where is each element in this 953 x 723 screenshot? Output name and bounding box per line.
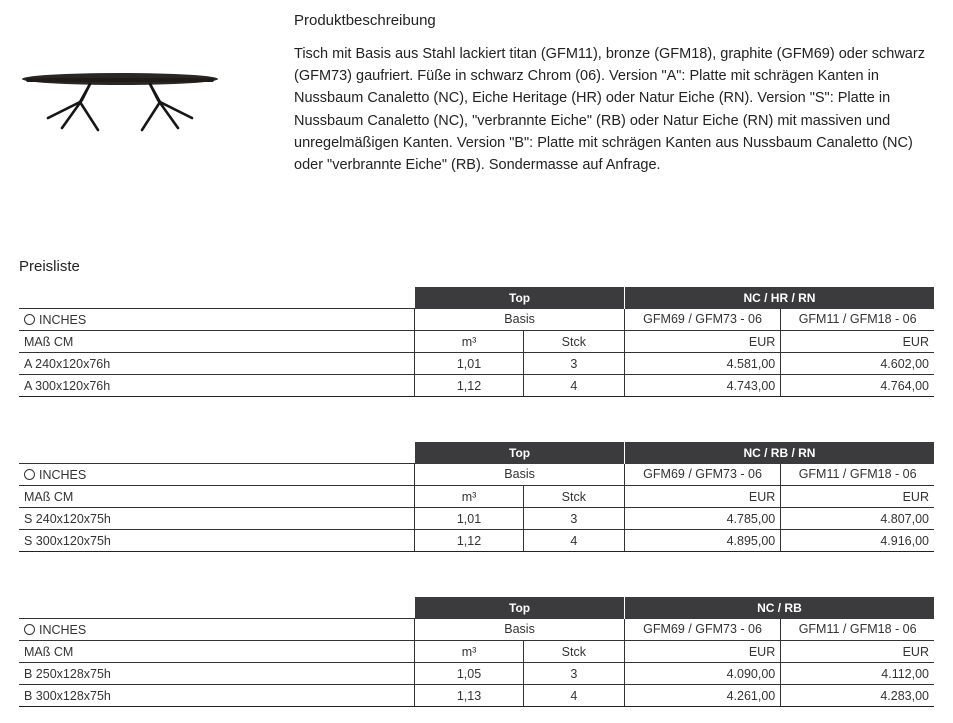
price-cell: 4.764,00: [781, 375, 934, 397]
volume-header: m³: [415, 331, 524, 353]
volume-header: m³: [415, 486, 524, 508]
qty-header: Stck: [523, 641, 624, 663]
volume-cell: 1,01: [415, 508, 524, 530]
size-header: MAß CM: [19, 331, 415, 353]
variant-1: GFM69 / GFM73 - 06: [624, 309, 780, 331]
size-cell: A 240x120x76h: [19, 353, 415, 375]
price-cell: 4.581,00: [624, 353, 780, 375]
currency-2: EUR: [781, 331, 934, 353]
size-cell: S 300x120x75h: [19, 530, 415, 552]
size-cell: B 250x128x75h: [19, 663, 415, 685]
inches-toggle[interactable]: INCHES: [19, 464, 415, 486]
price-cell: 4.916,00: [781, 530, 934, 552]
table-row: [19, 685, 934, 707]
qty-header: Stck: [523, 331, 624, 353]
qty-cell: 3: [523, 353, 624, 375]
table-row: [19, 663, 934, 685]
qty-cell: 3: [523, 663, 624, 685]
currency-2: EUR: [781, 641, 934, 663]
price-cell: 4.743,00: [624, 375, 780, 397]
volume-cell: 1,12: [415, 530, 524, 552]
price-table-version-s: [19, 442, 934, 552]
radio-icon[interactable]: [24, 624, 35, 635]
top-value: NC / RB / RN: [624, 442, 934, 464]
variant-1: GFM69 / GFM73 - 06: [624, 464, 780, 486]
price-cell: 4.785,00: [624, 508, 780, 530]
size-cell: A 300x120x76h: [19, 375, 415, 397]
volume-header: m³: [415, 641, 524, 663]
price-cell: 4.895,00: [624, 530, 780, 552]
variant-2: GFM11 / GFM18 - 06: [781, 464, 934, 486]
size-header: MAß CM: [19, 486, 415, 508]
qty-cell: 4: [523, 685, 624, 707]
top-label: Top: [415, 287, 625, 309]
size-cell: S 240x120x75h: [19, 508, 415, 530]
size-cell: B 300x128x75h: [19, 685, 415, 707]
variant-1: GFM69 / GFM73 - 06: [624, 619, 780, 641]
currency-1: EUR: [624, 331, 780, 353]
table-row: [19, 353, 934, 375]
qty-cell: 4: [523, 375, 624, 397]
basis-label: Basis: [415, 464, 625, 486]
radio-icon[interactable]: [24, 314, 35, 325]
table-row: [19, 375, 934, 397]
price-cell: 4.090,00: [624, 663, 780, 685]
price-cell: 4.602,00: [781, 353, 934, 375]
qty-cell: 3: [523, 508, 624, 530]
basis-label: Basis: [415, 309, 625, 331]
product-description: Tisch mit Basis aus Stahl lackiert titan (GFM11), bronze (GFM18), graphite (GFM69) oder schwarz (GFM73) gaufriert. Füße in schwarz Chrom (06). Version "A": Platte mit schrägen Kanten in Nussbaum Canaletto (NC), Eiche Heritage (HR) oder Natur Eiche (RN). Version "S": Platte in Nussbaum Canaletto (NC), "verbrannte Eiche" (RB) oder Natur Eiche (RN) mit massiven und unregelmäßigen Kanten. Version "B": Platte mit schrägen Kanten aus Nussbaum Canaletto (NC) oder "verbrannte Eiche" (RB). Sondermasse auf Anfrage.: [294, 46, 925, 174]
top-value: NC / RB: [624, 597, 934, 619]
price-table-version-b: [19, 597, 934, 707]
volume-cell: 1,01: [415, 353, 524, 375]
currency-2: EUR: [781, 486, 934, 508]
radio-icon[interactable]: [24, 469, 35, 480]
top-value: NC / HR / RN: [624, 287, 934, 309]
description-title: Produktbeschreibung: [294, 12, 436, 29]
price-cell: 4.283,00: [781, 685, 934, 707]
top-label: Top: [415, 442, 625, 464]
inches-toggle[interactable]: INCHES: [19, 309, 415, 331]
price-cell: 4.261,00: [624, 685, 780, 707]
table-row: [19, 530, 934, 552]
pricelist-title: Preisliste: [19, 258, 80, 275]
volume-cell: 1,05: [415, 663, 524, 685]
qty-cell: 4: [523, 530, 624, 552]
variant-2: GFM11 / GFM18 - 06: [781, 309, 934, 331]
table-product-image: [20, 70, 220, 140]
variant-2: GFM11 / GFM18 - 06: [781, 619, 934, 641]
size-header: MAß CM: [19, 641, 415, 663]
table-row: [19, 508, 934, 530]
price-table-version-a: [19, 287, 934, 397]
top-label: Top: [415, 597, 625, 619]
currency-1: EUR: [624, 641, 780, 663]
qty-header: Stck: [523, 486, 624, 508]
price-cell: 4.807,00: [781, 508, 934, 530]
volume-cell: 1,12: [415, 375, 524, 397]
currency-1: EUR: [624, 486, 780, 508]
price-cell: 4.112,00: [781, 663, 934, 685]
inches-toggle[interactable]: INCHES: [19, 619, 415, 641]
volume-cell: 1,13: [415, 685, 524, 707]
basis-label: Basis: [415, 619, 625, 641]
